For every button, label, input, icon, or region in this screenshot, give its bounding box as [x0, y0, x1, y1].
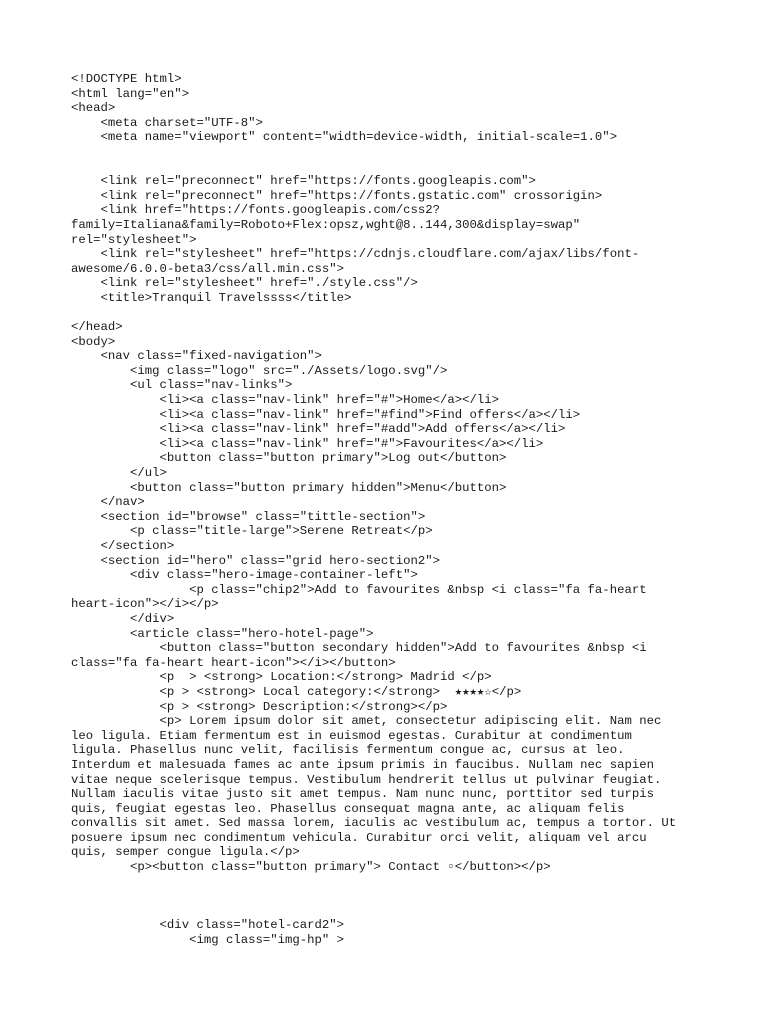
code-line: </ul>	[71, 466, 167, 481]
code-line: <button class="button secondary hidden">Add to favourites &nbsp <i	[71, 641, 647, 656]
code-line: <li><a class="nav-link" href="#">Home</a></li>	[71, 393, 500, 408]
code-line: Nullam iaculis vitae justo sit amet tempus. Nam nunc nunc, porttitor sed turpis	[71, 787, 654, 802]
code-line	[71, 904, 701, 919]
code-line: <p class="chip2">Add to favourites &nbsp <i class="fa fa-heart	[71, 582, 647, 597]
code-line: <article class="hero-hotel-page">	[71, 626, 374, 641]
code-line: vitae neque scelerisque tempus. Vestibulum hendrerit tellus ut pulvinar feugiat.	[71, 772, 662, 787]
code-line: </section>	[71, 539, 175, 553]
code-line: <div class="hotel-card2">	[71, 918, 345, 933]
code-line: awesome/6.0.0-beta3/css/all.min.css">	[71, 261, 345, 276]
code-line: family=Italiana&family=Roboto+Flex:opsz,wght@8..144,300&display=swap"	[71, 217, 581, 232]
code-line: <link rel="stylesheet" href="https://cdnjs.cloudflare.com/ajax/libs/font-	[71, 247, 640, 262]
code-line: <ul class="nav-links">	[71, 378, 293, 393]
code-line: rel="stylesheet">	[71, 232, 197, 247]
code-line: convallis sit amet. Sed massa lorem, iaculis ac vestibulum ac, tempus a tortor. Ut	[71, 816, 677, 831]
code-line: quis, semper congue ligula.</p>	[71, 845, 300, 860]
code-line: quis, feugiat egestas leo. Phasellus consequat magna ante, ac aliquam felis	[71, 801, 625, 816]
code-line: </head>	[71, 320, 123, 335]
code-line: <img class="logo" src="./Assets/logo.svg"/>	[71, 363, 448, 378]
code-line: <p > <strong> Local category:</strong> ★★★★☆</p>	[71, 684, 522, 699]
code-line: <li><a class="nav-link" href="#">Favourites</a></li>	[71, 436, 544, 451]
code-line: <meta charset="UTF-8">	[71, 115, 263, 130]
code-line: <link rel="preconnect" href="https://fonts.googleapis.com">	[71, 174, 536, 189]
code-line: <li><a class="nav-link" href="#add">Add offers</a></li>	[71, 422, 566, 437]
code-line: <!DOCTYPE html>	[71, 72, 182, 86]
code-line: <div class="hero-image-container-left">	[71, 568, 418, 583]
code-line: <p><button class="button primary"> Contact ▫</button></p>	[71, 860, 551, 875]
code-line: <nav class="fixed-navigation">	[71, 349, 322, 364]
code-line: </div>	[71, 611, 175, 626]
code-line: <button class="button primary">Log out</button>	[71, 451, 507, 466]
code-line: <meta name="viewport" content="width=device-width, initial-scale=1.0">	[71, 130, 618, 145]
code-line: Interdum et malesuada fames ac ante ipsum primis in faucibus. Nullam nec sapien	[71, 757, 654, 772]
code-line	[71, 145, 701, 160]
code-line: <title>Tranquil Travelssss</title>	[71, 290, 352, 305]
code-line: <body>	[71, 334, 116, 349]
code-line: </nav>	[71, 495, 145, 510]
code-line: <p > <strong> Description:</strong></p>	[71, 699, 448, 714]
code-line: <section id="hero" class="grid hero-section2">	[71, 553, 440, 568]
code-line	[71, 306, 701, 321]
code-line: <p> Lorem ipsum dolor sit amet, consectetur adipiscing elit. Nam nec	[71, 714, 662, 729]
code-line: posuere ipsum nec condimentum vehicula. Curabitur orci velit, aliquam vel arcu	[71, 830, 647, 845]
code-line: <link rel="stylesheet" href="./style.css"/>	[71, 276, 418, 291]
code-line: ligula. Phasellus nunc velit, facilisis fermentum congue ac, cursus at leo.	[71, 743, 625, 758]
code-line: <head>	[71, 101, 116, 116]
code-line: class="fa fa-heart heart-icon"></i></button>	[71, 655, 396, 670]
code-line: heart-icon"></i></p>	[71, 597, 219, 612]
code-line: <html lang="en">	[71, 86, 190, 101]
code-line: <link rel="preconnect" href="https://fonts.gstatic.com" crossorigin>	[71, 188, 603, 203]
code-line	[71, 875, 701, 890]
code-line: leo ligula. Etiam fermentum est in euismod egestas. Curabitur at condimentum	[71, 728, 632, 743]
code-line	[71, 160, 701, 175]
code-line: <link href="https://fonts.googleapis.com/css2?	[71, 203, 440, 218]
code-line: <p > <strong> Location:</strong> Madrid </p>	[71, 670, 492, 685]
source-code-block	[71, 72, 701, 948]
code-line: <p class="title-large">Serene Retreat</p>	[71, 524, 433, 539]
code-line: <button class="button primary hidden">Menu</button>	[71, 480, 507, 495]
code-line: <img class="img-hp" >	[71, 933, 345, 948]
code-line	[71, 889, 701, 904]
code-line: <li><a class="nav-link" href="#find">Find offers</a></li>	[71, 407, 581, 422]
code-line: <section id="browse" class="tittle-section">	[71, 509, 426, 524]
